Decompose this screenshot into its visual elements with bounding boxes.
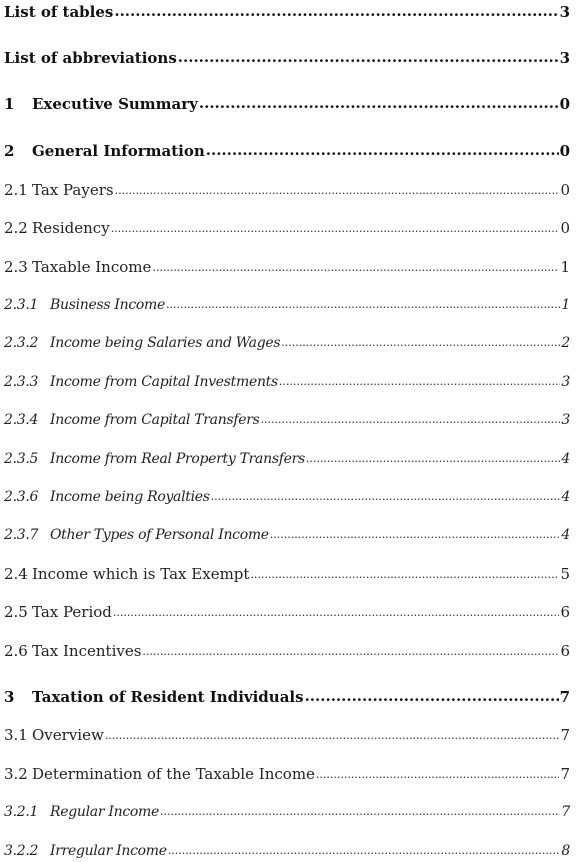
toc-entry-number: 2.2: [4, 219, 28, 237]
toc-entry[interactable]: [4, 51, 570, 66]
toc-dot-leader: [211, 489, 561, 503]
toc-dot-leader: [111, 220, 560, 235]
toc-entry-page-number: 1: [560, 258, 570, 276]
toc-entry-page-number: 4: [561, 451, 570, 467]
toc-entry-page-number: 4: [561, 489, 570, 505]
toc-entry-page-number: 0: [560, 181, 570, 199]
toc-entry-title: Tax Incentives: [32, 642, 142, 660]
toc-dot-leader: [316, 766, 560, 781]
toc-dot-leader: [199, 96, 559, 111]
toc-entry-number: 2.5: [4, 603, 28, 621]
toc-entry-page-number: 0: [559, 142, 570, 160]
toc-entry-page-number: 7: [561, 804, 570, 820]
toc-entry[interactable]: [4, 567, 570, 582]
toc-entry-number: 2.3.4: [4, 412, 39, 428]
toc-entry-page-number: 8: [561, 843, 570, 859]
toc-entry-title: Other Types of Personal Income: [50, 527, 269, 543]
toc-entry-number: 2.3.1: [4, 297, 39, 313]
toc-entry[interactable]: [4, 644, 570, 659]
toc-entry[interactable]: [4, 221, 570, 236]
toc-dot-leader: [270, 527, 561, 541]
toc-dot-leader: [305, 689, 559, 704]
toc-entry-title: Income which is Tax Exempt: [32, 565, 250, 583]
toc-entry-title: Regular Income: [50, 804, 159, 820]
toc-dot-leader: [152, 259, 559, 274]
toc-entry-title: Irregular Income: [50, 843, 167, 859]
toc-entry-number: 2.3.7: [4, 527, 39, 543]
toc-dot-leader: [166, 297, 560, 311]
toc-entry[interactable]: [4, 298, 570, 312]
toc-entry[interactable]: [4, 336, 570, 350]
toc-entry-page-number: 7: [560, 726, 570, 744]
toc-entry[interactable]: [4, 728, 570, 743]
toc-dot-leader: [178, 50, 559, 65]
toc-entry[interactable]: [4, 413, 570, 427]
toc-dot-leader: [306, 451, 561, 465]
toc-entry-page-number: 3: [559, 49, 570, 67]
toc-entry-page-number: 6: [560, 603, 570, 621]
toc-entry-page-number: 0: [560, 219, 570, 237]
toc-entry-title: Income from Capital Investments: [50, 374, 278, 390]
toc-entry-page-number: 2: [561, 335, 570, 351]
toc-dot-leader: [160, 804, 560, 818]
toc-entry[interactable]: [4, 375, 570, 389]
toc-entry-title: Tax Period: [32, 603, 112, 621]
toc-entry-number: 2.3.2: [4, 335, 39, 351]
toc-entry[interactable]: [4, 260, 570, 275]
toc-dot-leader: [114, 4, 558, 19]
toc-entry-title: Taxation of Resident Individuals: [32, 688, 304, 706]
toc-entry-title: Income being Royalties: [50, 489, 210, 505]
toc-dot-leader: [279, 374, 560, 388]
toc-entry-number: 2.4: [4, 565, 28, 583]
toc-entry-title: Taxable Income: [32, 258, 152, 276]
toc-entry-title: Determination of the Taxable Income: [32, 765, 315, 783]
toc-entry-page-number: 7: [560, 765, 570, 783]
toc-entry[interactable]: [4, 690, 570, 705]
toc-entry-number: 1: [4, 95, 15, 113]
toc-entry-number: 2.3.6: [4, 489, 39, 505]
toc-entry-number: 3.1: [4, 726, 28, 744]
toc-entry[interactable]: [4, 97, 570, 112]
toc-entry-title: Tax Payers: [32, 181, 114, 199]
toc-dot-leader: [168, 843, 561, 857]
toc-entry-page-number: 5: [560, 565, 570, 583]
toc-entry-title: General Information: [32, 142, 205, 160]
toc-entry-title: Income from Capital Transfers: [50, 412, 260, 428]
toc-entry-number: 3.2.1: [4, 804, 39, 820]
toc-entry-page-number: 3: [561, 412, 570, 428]
toc-dot-leader: [105, 727, 560, 742]
toc-entry[interactable]: [4, 767, 570, 782]
toc-entry-number: 2.3.5: [4, 451, 39, 467]
toc-entry[interactable]: [4, 144, 570, 159]
toc-dot-leader: [281, 335, 560, 349]
toc-entry[interactable]: [4, 805, 570, 819]
toc-entry-number: 2.3.3: [4, 374, 39, 390]
toc-entry-title: List of tables: [4, 3, 114, 21]
toc-dot-leader: [250, 566, 559, 581]
toc-entry-title: Residency: [32, 219, 110, 237]
toc-entry-number: 3: [4, 688, 15, 706]
toc-entry-number: 2.6: [4, 642, 28, 660]
toc-entry-page-number: 0: [559, 95, 570, 113]
toc-entry-page-number: 6: [560, 642, 570, 660]
toc-entry[interactable]: [4, 844, 570, 858]
toc-entry-title: Business Income: [50, 297, 165, 313]
toc-entry-number: 3.2: [4, 765, 28, 783]
toc-entry-page-number: 3: [559, 3, 570, 21]
toc-entry[interactable]: [4, 183, 570, 198]
toc-entry-number: 3.2.2: [4, 843, 39, 859]
toc-entry[interactable]: [4, 490, 570, 504]
toc-entry-page-number: 7: [559, 688, 570, 706]
toc-entry-title: Overview: [32, 726, 104, 744]
toc-dot-leader: [260, 412, 560, 426]
toc-entry-number: 2.1: [4, 181, 28, 199]
toc-entry-title: List of abbreviations: [4, 49, 177, 67]
toc-entry-title: Income being Salaries and Wages: [50, 335, 281, 351]
toc-entry-number: 2.3: [4, 258, 28, 276]
toc-dot-leader: [113, 604, 560, 619]
toc-entry-page-number: 3: [561, 374, 570, 390]
toc-dot-leader: [206, 143, 559, 158]
toc-dot-leader: [115, 182, 560, 197]
toc-dot-leader: [142, 643, 559, 658]
toc-entry[interactable]: [4, 5, 570, 20]
toc-entry[interactable]: [4, 452, 570, 466]
toc-entry-title: Executive Summary: [32, 95, 198, 113]
toc-entry-page-number: 1: [561, 297, 570, 313]
toc-entry-page-number: 4: [561, 527, 570, 543]
toc-entry[interactable]: [4, 528, 570, 542]
toc-entry-title: Income from Real Property Transfers: [50, 451, 305, 467]
toc-entry[interactable]: [4, 605, 570, 620]
toc-entry-number: 2: [4, 142, 15, 160]
